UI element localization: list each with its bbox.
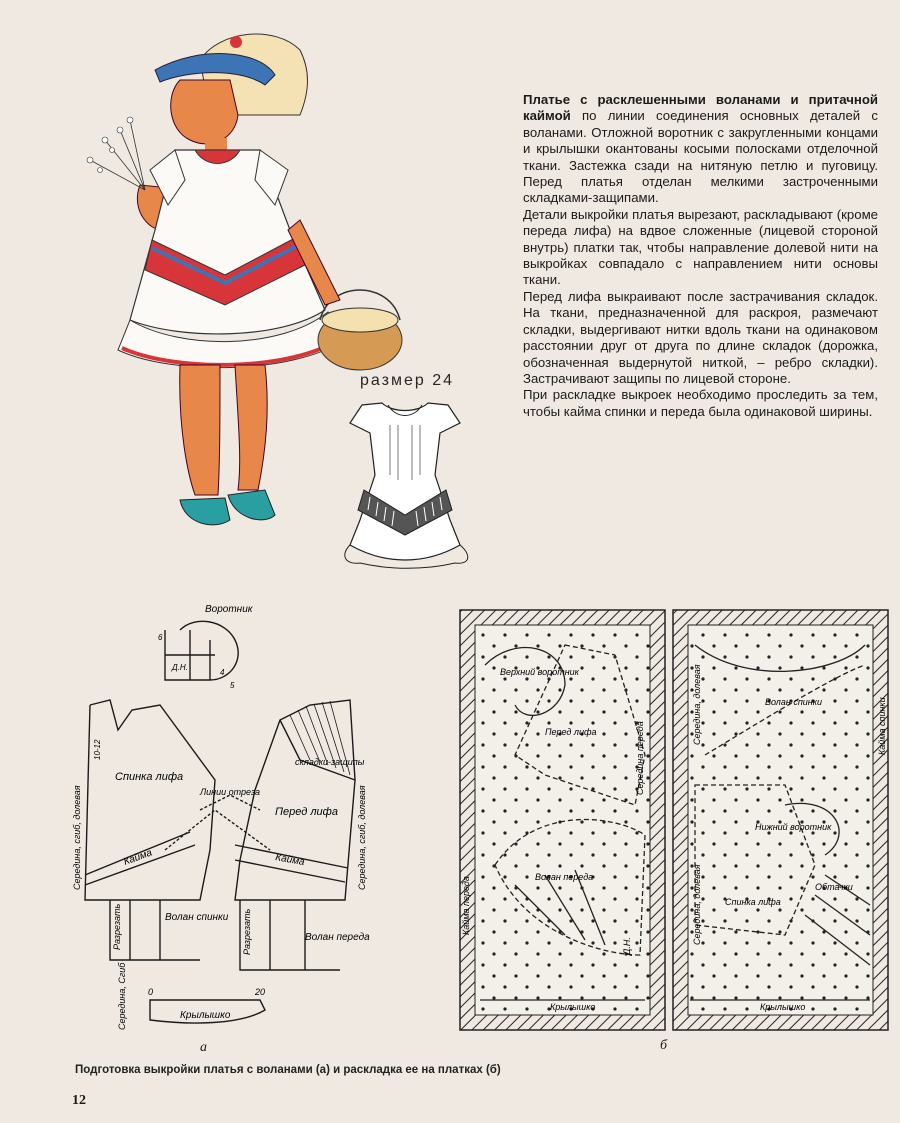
layout-diagram-b [455, 605, 895, 1035]
label-volan-spinki: Волан спинки [165, 912, 229, 923]
article-lead: Платье с расклешенными воланами и притачной каймой [523, 92, 878, 124]
layout-label-dn: Д.Н. [622, 937, 632, 955]
layout-label-seredina-right: Середина, долевая [692, 664, 702, 745]
label-seredina-back: Середина, сгиб, долевая [72, 785, 82, 890]
article-paragraph-3: Перед лифа выкраивают после застрачивания складок. На ткани, предназначенной для раскроя, размечают складки, выдергивают нитки вдоль ткани на одинаковом расстоянии друг от друга по длине складок (дорожка, обозначенная выдернутой ниткой, – ребро складки). Застрачивают защипы по лицевой стороне. [523, 288, 878, 386]
layout-label-krylyshko-left: Крылышко [550, 1002, 596, 1012]
label-spinka-lifa: Спинка лифа [115, 771, 184, 783]
label-linii-otreza: Линии отреза [200, 787, 261, 797]
label-n6: 6 [158, 633, 163, 642]
label-volan-pereda: Волан переда [305, 932, 370, 943]
label-vorotnik: Воротник [205, 604, 253, 615]
label-seredina-front: Середина, сгиб, долевая [357, 785, 367, 890]
layout-label-spinka-lifa: Спинка лифа [725, 897, 781, 907]
article-paragraph-4: При раскладке выкроек необходимо проследить за тем, чтобы кайма спинки и переда была одинаковой ширины. [523, 387, 878, 419]
layout-label-krylyshko-right: Крылышко [760, 1002, 806, 1012]
size-label: размер 24 [360, 372, 454, 389]
label-skladki: складки-защипы [295, 757, 365, 767]
layout-label-obtachki: Обтачки [815, 882, 853, 892]
layout-label-volan-pereda: Волан переда [535, 872, 594, 882]
page-number: 12 [72, 1093, 86, 1108]
layout-label-kaima-spinki: Кайма спинки [877, 697, 887, 755]
label-kaima-front: Кайма [274, 852, 306, 869]
label-dn: Д.Н. [172, 663, 188, 672]
label-razrezat-back: Разрезать [112, 903, 122, 950]
label-pered-lifa: Перед лифа [275, 806, 338, 818]
label-kaima-back: Кайма [122, 847, 154, 868]
layout-label-pered-lifa: Перед лифа [545, 727, 597, 737]
article-paragraph-2: Детали выкройки платья вырезают, раскладывают (кроме переда лифа) на вдвое сложенные (лицевой стороной внутрь) платки так, чтобы направление долевой нити на выкройках совпадало с направлением нити основы ткани. [523, 206, 878, 288]
label-n1012: 10-12 [93, 739, 102, 760]
layout-label-verkhniy: Верхний воротник [500, 667, 579, 677]
label-krylyshko: Крылышко [180, 1010, 231, 1021]
layout-label-nizhniy: Нижний воротник [755, 822, 832, 832]
figure-label-b: б [660, 1038, 668, 1053]
label-seredina-sgib: Середина, Сгиб [117, 962, 127, 1030]
article-text [523, 92, 878, 420]
layout-label-seredina-right-2: Середина, долевая [692, 864, 702, 945]
label-n4: 4 [220, 668, 225, 677]
label-razrezat-front: Разрезать [242, 908, 252, 955]
label-n5: 5 [230, 681, 235, 690]
pattern-diagram-a [70, 600, 400, 1050]
label-n0: 0 [148, 987, 154, 997]
article-p1-body: по линии соединения основных деталей с воланами. Отложной воротник с закругленными концами и крылышки окантованы косыми полосками отделочной ткани. Застежка сзади на нитяную петлю и пуговицу. Перед платья отделан мелкими застроченными складками-защипами. [523, 108, 878, 206]
layout-label-seredina-pereda: Середина переда [635, 721, 645, 795]
label-n20: 20 [255, 987, 266, 997]
figure-label-a: а [200, 1040, 207, 1055]
article-paragraph-1 [523, 92, 878, 207]
figure-caption: Подготовка выкройки платья с воланами (а) и раскладка ее на платках (б) [75, 1064, 501, 1076]
layout-label-kaima-pereda: Кайма переда [461, 876, 471, 935]
layout-label-volan-spinki: Волан спинки [765, 697, 823, 707]
dress-flat-sketch [330, 395, 480, 570]
